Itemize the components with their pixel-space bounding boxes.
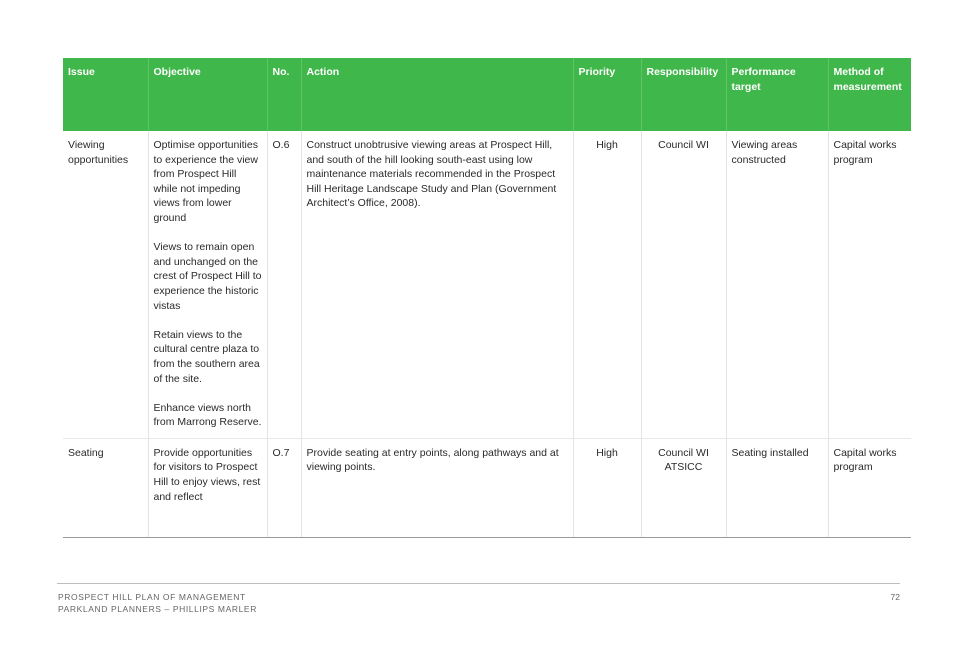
responsibility-line: Council WI: [658, 446, 709, 459]
footer-authors: PARKLAND PLANNERS – PHILLIPS MARLER: [58, 603, 257, 614]
responsibility-line: Council WI: [658, 139, 709, 151]
header-responsibility: Responsibility: [641, 58, 726, 131]
header-objective: Objective: [148, 58, 267, 131]
header-method-of-measurement: Method of measurement: [828, 58, 911, 131]
table-header-row: [63, 58, 911, 131]
table-row: [63, 438, 911, 537]
header-performance-target: Performance target: [726, 58, 828, 131]
footer-divider: [57, 583, 900, 584]
cell-method-of-measurement: Capital works program: [828, 131, 911, 438]
footer-document-title: PROSPECT HILL PLAN OF MANAGEMENT: [58, 592, 246, 602]
objective-paragraph: Optimise opportunities to experience the view from Prospect Hill while not impeding views from lower ground: [153, 139, 258, 224]
cell-method-of-measurement: Capital works program: [828, 438, 911, 537]
management-table-container: [63, 58, 911, 538]
table-row: [63, 131, 911, 438]
objective-paragraph: Enhance views north from Marrong Reserve.: [153, 401, 262, 429]
cell-issue: Viewing opportunities: [63, 131, 148, 438]
cell-responsibility: [641, 131, 726, 438]
cell-priority: High: [573, 131, 641, 438]
cell-no: O.7: [267, 438, 301, 537]
objective-paragraph: Provide opportunities for visitors to Prospect Hill to enjoy views, rest and reflect: [153, 446, 261, 503]
header-issue: Issue: [63, 58, 148, 131]
footer-text: [58, 592, 257, 615]
responsibility-line: ATSICC: [664, 461, 703, 474]
cell-performance-target: Seating installed: [726, 438, 828, 537]
management-table: [63, 58, 911, 538]
cell-objective: [148, 438, 267, 537]
cell-action: Provide seating at entry points, along pathways and at viewing points.: [301, 438, 573, 537]
cell-priority: High: [573, 438, 641, 537]
cell-issue: Seating: [63, 438, 148, 537]
cell-action: Construct unobtrusive viewing areas at Prospect Hill, and south of the hill looking south-east using low maintenance materials recommended in the Prospect Hill Heritage Landscape Study and Plan (Government Architect’s Office, 2008).: [301, 131, 573, 438]
page-number: 72: [890, 592, 900, 602]
cell-performance-target: Viewing areas constructed: [726, 131, 828, 438]
objective-paragraph: Retain views to the cultural centre plaza to from the southern area of the site.: [153, 328, 260, 385]
cell-no: O.6: [267, 131, 301, 438]
header-no: No.: [267, 58, 301, 131]
cell-objective: [148, 131, 267, 438]
header-priority: Priority: [573, 58, 641, 131]
header-action: Action: [301, 58, 573, 131]
cell-responsibility: [641, 438, 726, 537]
objective-paragraph: Views to remain open and unchanged on the crest of Prospect Hill to experience the historic vistas: [153, 241, 262, 312]
